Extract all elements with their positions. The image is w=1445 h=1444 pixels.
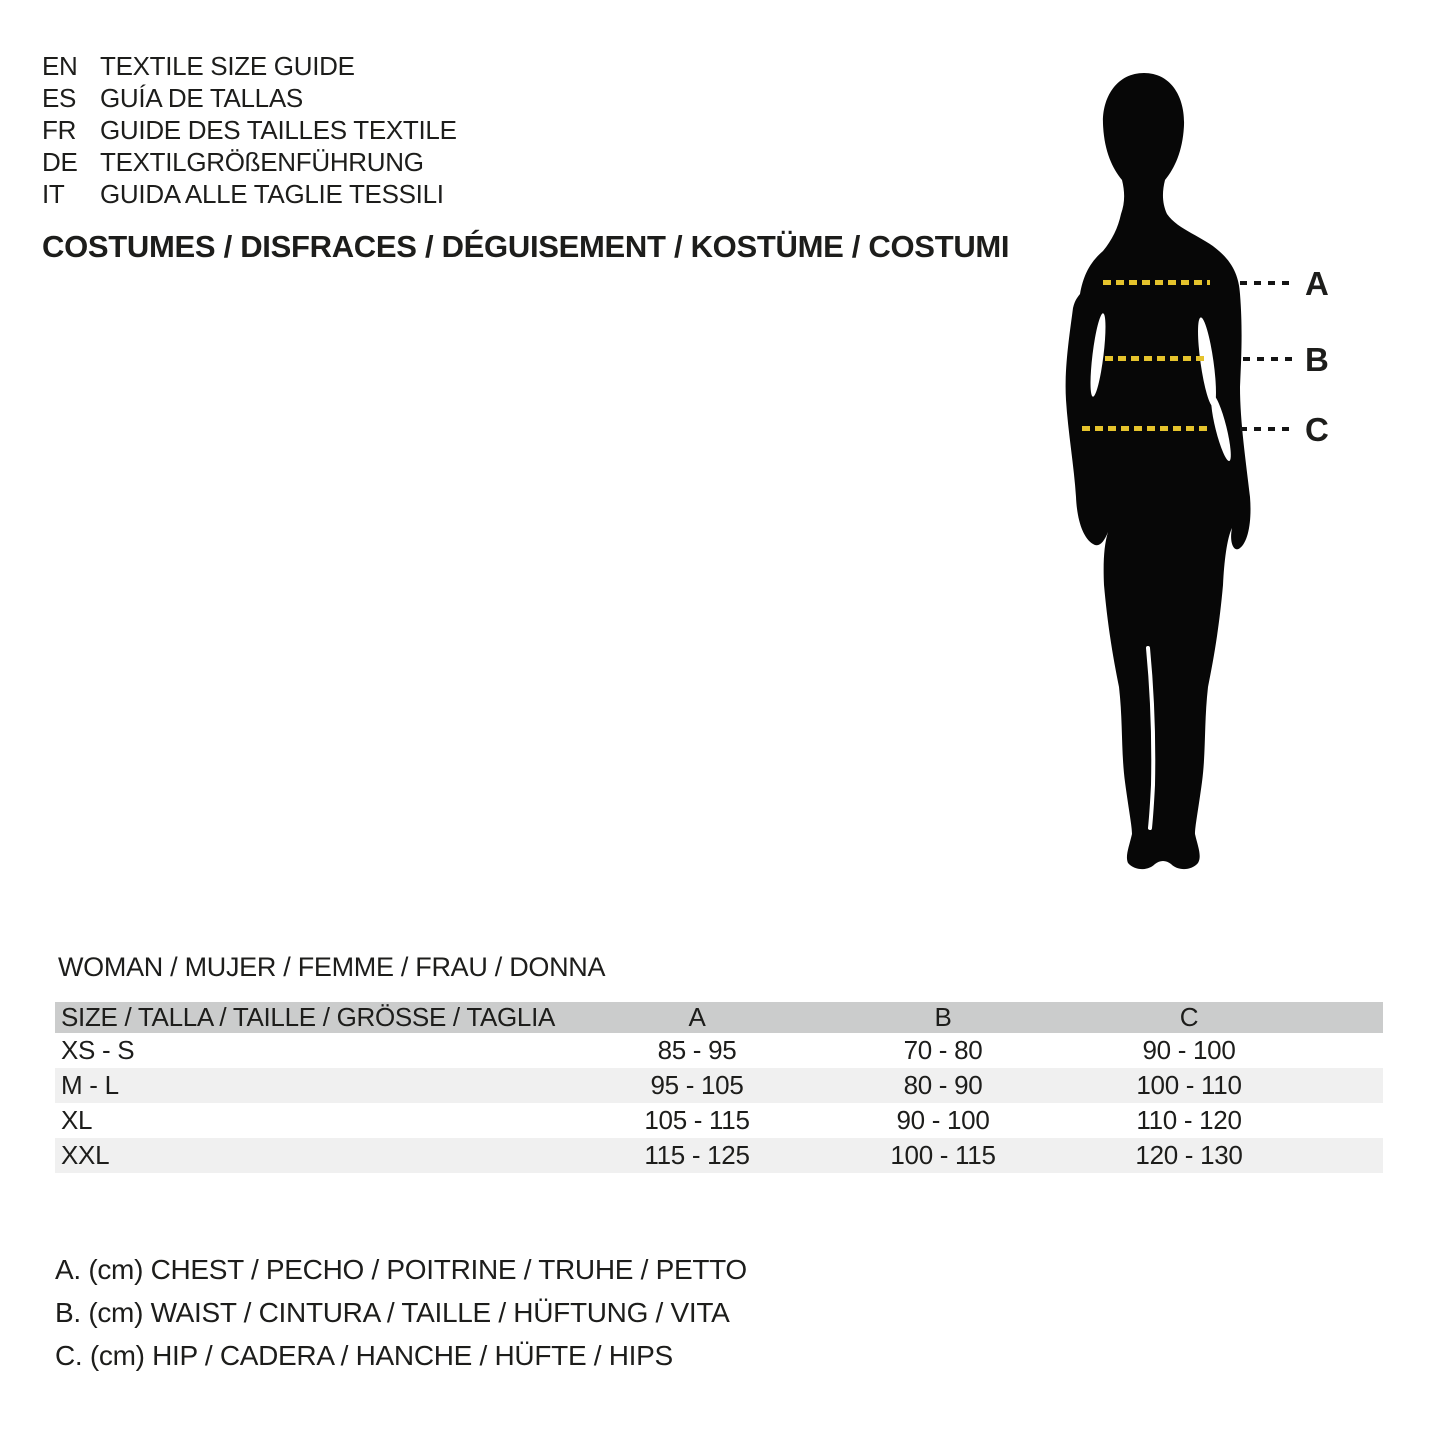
measurement-legend bbox=[55, 1248, 747, 1377]
hip-cell: 90 - 100 bbox=[1142, 1035, 1236, 1065]
table-row bbox=[55, 1033, 1383, 1068]
size-cell: XS - S bbox=[61, 1035, 135, 1065]
language-row bbox=[42, 114, 457, 146]
language-row bbox=[42, 50, 457, 82]
language-title: TEXTILGRÖßENFÜHRUNG bbox=[100, 147, 424, 177]
language-code: ES bbox=[42, 83, 77, 113]
woman-silhouette-icon bbox=[1020, 70, 1270, 876]
size-table-header-label: SIZE / TALLA / TAILLE / GRÖSSE / TAGLIA bbox=[61, 1002, 556, 1032]
language-row bbox=[42, 82, 457, 114]
size-table-header-row bbox=[55, 1002, 1383, 1033]
size-cell: XL bbox=[61, 1105, 93, 1135]
waist-cell: 70 - 80 bbox=[903, 1035, 983, 1065]
chest-line-dashes bbox=[1103, 280, 1210, 285]
language-title: GUÍA DE TALLAS bbox=[100, 83, 303, 113]
size-table-header-col-a: A bbox=[688, 1002, 706, 1032]
hip-cell: 110 - 120 bbox=[1136, 1105, 1242, 1135]
chest-cell: 85 - 95 bbox=[657, 1035, 737, 1065]
chest-leader-line bbox=[1240, 281, 1294, 285]
table-row bbox=[55, 1103, 1383, 1138]
hip-cell: 120 - 130 bbox=[1135, 1140, 1243, 1170]
language-code: DE bbox=[42, 147, 78, 177]
language-title: GUIDA ALLE TAGLIE TESSILI bbox=[100, 179, 444, 209]
language-row bbox=[42, 146, 457, 178]
size-cell: XXL bbox=[61, 1140, 110, 1170]
language-row bbox=[42, 178, 457, 210]
language-code: IT bbox=[42, 179, 65, 209]
waist-cell: 100 - 115 bbox=[890, 1140, 996, 1170]
hip-line-dashes bbox=[1082, 426, 1210, 431]
marker-label-waist: B bbox=[1305, 341, 1329, 378]
size-table-header-col-b: B bbox=[934, 1002, 952, 1032]
hip-cell: 100 - 110 bbox=[1136, 1070, 1242, 1100]
legend-hip: C. (cm) HIP / CADERA / HANCHE / HÜFTE / HIPS bbox=[55, 1340, 673, 1371]
waist-leader-line bbox=[1243, 357, 1295, 361]
table-section-title: WOMAN / MUJER / FEMME / FRAU / DONNA bbox=[58, 952, 606, 982]
legend-chest: A. (cm) CHEST / PECHO / POITRINE / TRUHE / PETTO bbox=[55, 1254, 747, 1285]
size-table-header-col-c: C bbox=[1179, 1002, 1199, 1032]
marker-label-chest: A bbox=[1305, 265, 1329, 302]
language-title-list bbox=[42, 50, 457, 210]
marker-label-hip: C bbox=[1305, 411, 1329, 448]
chest-cell: 105 - 115 bbox=[644, 1105, 750, 1135]
size-cell: M - L bbox=[61, 1070, 119, 1100]
table-row bbox=[55, 1068, 1383, 1103]
waist-cell: 80 - 90 bbox=[903, 1070, 983, 1100]
waist-line-dashes bbox=[1105, 356, 1207, 361]
language-code: FR bbox=[42, 115, 77, 145]
waist-cell: 90 - 100 bbox=[896, 1105, 990, 1135]
chest-cell: 115 - 125 bbox=[644, 1140, 750, 1170]
language-title: TEXTILE SIZE GUIDE bbox=[100, 51, 355, 81]
hip-leader-line bbox=[1240, 427, 1294, 431]
legend-waist: B. (cm) WAIST / CINTURA / TAILLE / HÜFTUNG / VITA bbox=[55, 1297, 730, 1328]
language-title: GUIDE DES TAILLES TEXTILE bbox=[100, 115, 457, 145]
size-table bbox=[55, 1002, 1383, 1173]
category-title: COSTUMES / DISFRACES / DÉGUISEMENT / KOSTÜME / COSTUMI bbox=[42, 229, 1010, 264]
table-row bbox=[55, 1138, 1383, 1173]
chest-cell: 95 - 105 bbox=[650, 1070, 744, 1100]
language-code: EN bbox=[42, 51, 78, 81]
